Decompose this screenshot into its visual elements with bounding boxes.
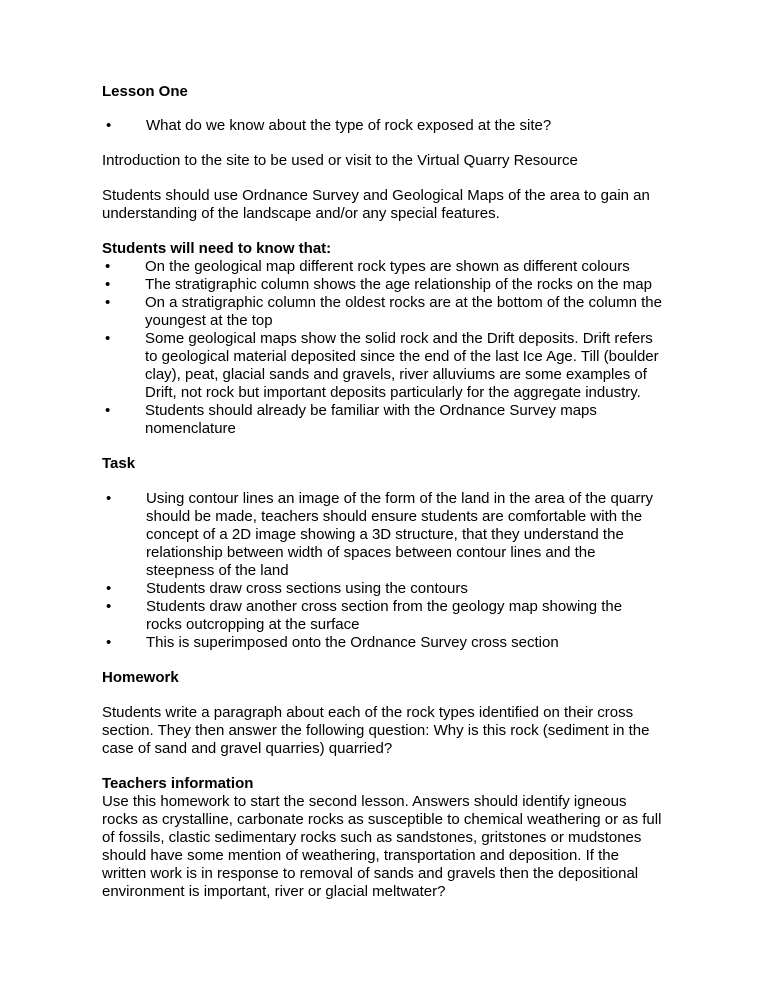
maps-paragraph: Students should use Ordnance Survey and Geological Maps of the area to gain an understanding of the landscape and/or any special features. [102,187,650,222]
list-item: • Students should already be familiar with the Ordnance Survey maps nomenclature [102,402,662,438]
need-to-know-heading: Students will need to know that: [102,240,332,257]
document-page [102,83,662,901]
list-item: • On a stratigraphic column the oldest rocks are at the bottom of the column the youngest at the top [102,294,662,330]
homework-heading: Homework [102,669,179,686]
list-item: • Students draw another cross section from the geology map showing the rocks outcropping at the surface [102,598,662,634]
task-list [102,490,662,652]
list-item: • Using contour lines an image of the form of the land in the area of the quarry should be made, teachers should ensure students are comfortable with the concept of a 2D image showing a 3D structure, that they understand the relationship between width of spaces between contour lines and the steepness of the land [102,490,662,580]
teachers-paragraph: Use this homework to start the second lesson. Answers should identify igneous rocks as crystalline, carbonate rocks as susceptible to chemical weathering or as full of fossils, clastic sedimentary rocks such as sandstones, gritstones or mudstones should have some mention of weathering, transportation and deposition. If the written work is in response to removal of sands and gravels then the depositional environment is important, river or glacial meltwater? [102,793,662,900]
need-to-know-list [102,258,662,438]
list-item: • Some geological maps show the solid rock and the Drift deposits. Drift refers to geological material deposited since the end of the last Ice Age. Till (boulder clay), peat, glacial sands and gravels, river alluviums are some examples of Drift, not rock but important deposits particularly for the aggregate industry. [102,330,662,402]
intro-paragraph: Introduction to the site to be used or visit to the Virtual Quarry Resource [102,152,578,169]
list-item: • The stratigraphic column shows the age relationship of the rocks on the map [102,276,662,294]
homework-paragraph: Students write a paragraph about each of the rock types identified on their cross section. They then answer the following question: Why is this rock (sediment in the case of sand and gravel quarries) quarried? [102,704,650,757]
list-item: • This is superimposed onto the Ordnance Survey cross section [102,634,662,652]
task-heading: Task [102,455,136,472]
teachers-heading: Teachers information [102,775,254,792]
lesson-question-list [102,117,662,135]
list-item: • Students draw cross sections using the contours [102,580,662,598]
list-item: • On the geological map different rock types are shown as different colours [102,258,662,276]
lesson-question: • What do we know about the type of rock exposed at the site? [102,117,662,135]
lesson-title: Lesson One [102,83,188,100]
